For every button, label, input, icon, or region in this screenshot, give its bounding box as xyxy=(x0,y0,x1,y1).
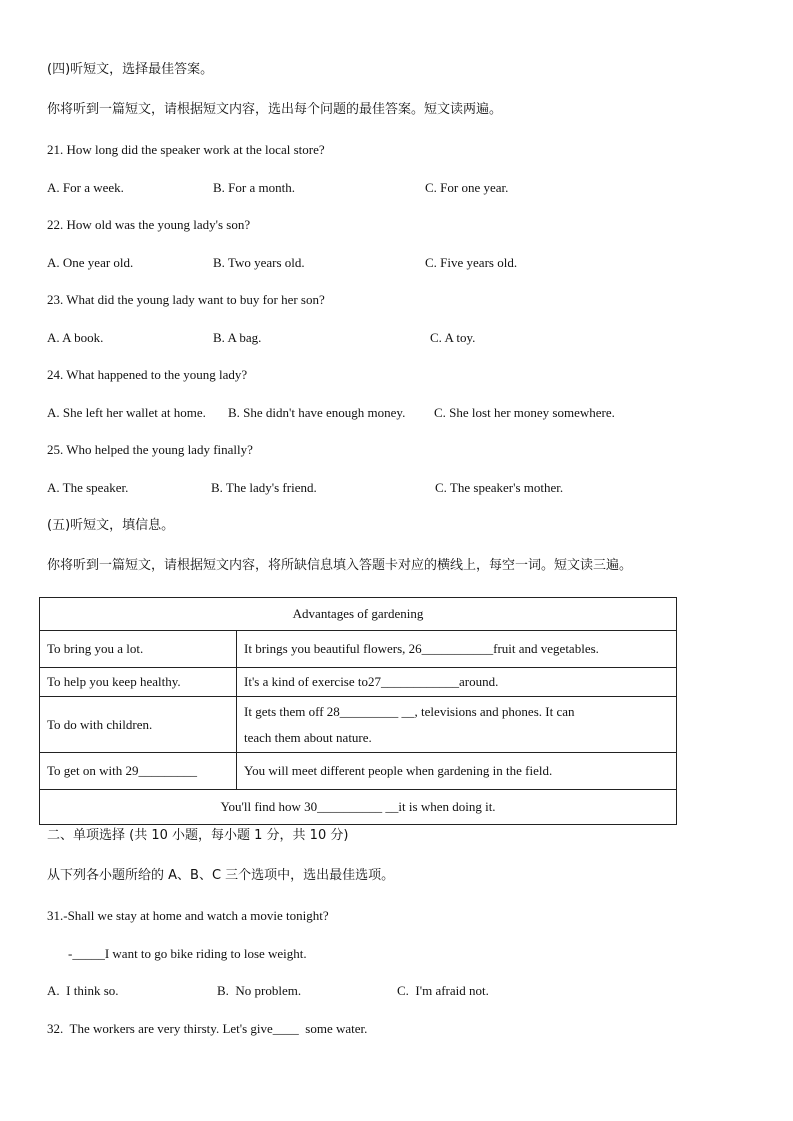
option-24-a: A. She left her wallet at home. xyxy=(47,405,206,420)
question-24: 24. What happened to the young lady? xyxy=(47,367,248,382)
section4-heading: (四)听短文，选择最佳答案。 xyxy=(47,62,214,77)
part2-heading: 二、单项选择 (共 10 小题，每小题 1 分，共 10 分) xyxy=(47,828,349,843)
part2-instruction: 从下列各小题所给的 A、B、C 三个选项中，选出最佳选项。 xyxy=(47,868,395,883)
table-footer: You'll find how 30__________ __it is when doing it. xyxy=(40,790,677,825)
table-cell-right: It brings you beautiful flowers, 26___________fruit and vegetables. xyxy=(237,631,677,668)
option-23-c: C. A toy. xyxy=(430,330,476,345)
table-cell-right-line2: teach them about nature. xyxy=(244,729,372,745)
option-31-b: B. No problem. xyxy=(217,983,302,998)
option-23-b: B. A bag. xyxy=(213,330,262,345)
question-23: 23. What did the young lady want to buy for her son? xyxy=(47,292,325,307)
section4-instruction: 你将听到一篇短文，请根据短文内容，选出每个问题的最佳答案。短文读两遍。 xyxy=(47,102,503,117)
section5-heading: (五)听短文，填信息。 xyxy=(47,518,175,533)
option-22-b: B. Two years old. xyxy=(213,255,305,270)
question-25: 25. Who helped the young lady finally? xyxy=(47,442,253,457)
table-row xyxy=(40,668,677,697)
option-23-a: A. A book. xyxy=(47,330,104,345)
option-25-a: A. The speaker. xyxy=(47,480,129,495)
option-22-a: A. One year old. xyxy=(47,255,134,270)
option-21-c: C. For one year. xyxy=(425,180,509,195)
table-cell-right: You will meet different people when gardening in the field. xyxy=(237,753,677,790)
question-22: 22. How old was the young lady's son? xyxy=(47,217,251,232)
table-cell-left: To get on with 29_________ xyxy=(40,753,237,790)
option-21-b: B. For a month. xyxy=(213,180,295,195)
table-cell-right: It's a kind of exercise to27____________around. xyxy=(237,668,677,697)
table-cell-left: To do with children. xyxy=(40,697,237,753)
option-25-b: B. The lady's friend. xyxy=(211,480,317,495)
table-title: Advantages of gardening xyxy=(40,598,677,631)
question-31: 31.-Shall we stay at home and watch a movie tonight? xyxy=(47,908,329,923)
option-21-a: A. For a week. xyxy=(47,180,124,195)
option-31-a: A. I think so. xyxy=(47,983,119,998)
table-row xyxy=(40,631,677,668)
option-24-b: B. She didn't have enough money. xyxy=(228,405,406,420)
table-cell-left: To bring you a lot. xyxy=(40,631,237,668)
table-cell-left: To help you keep healthy. xyxy=(40,668,237,697)
question-32: 32. The workers are very thirsty. Let's give____ some water. xyxy=(47,1021,368,1036)
table-cell-right-line1: It gets them off 28_________ __, televisions and phones. It can xyxy=(244,703,575,719)
table-row xyxy=(40,753,677,790)
table-cell-right xyxy=(237,697,677,753)
question-31-reply: -_____I want to go bike riding to lose weight. xyxy=(68,946,307,961)
option-24-c: C. She lost her money somewhere. xyxy=(434,405,615,420)
section5-instruction: 你将听到一篇短文，请根据短文内容，将所缺信息填入答题卡对应的横线上，每空一词。短文读三遍。 xyxy=(47,558,633,573)
gardening-table xyxy=(39,597,677,825)
option-31-c: C. I'm afraid not. xyxy=(397,983,489,998)
table-row xyxy=(40,697,677,753)
option-25-c: C. The speaker's mother. xyxy=(435,480,564,495)
question-21: 21. How long did the speaker work at the local store? xyxy=(47,142,325,157)
option-22-c: C. Five years old. xyxy=(425,255,518,270)
